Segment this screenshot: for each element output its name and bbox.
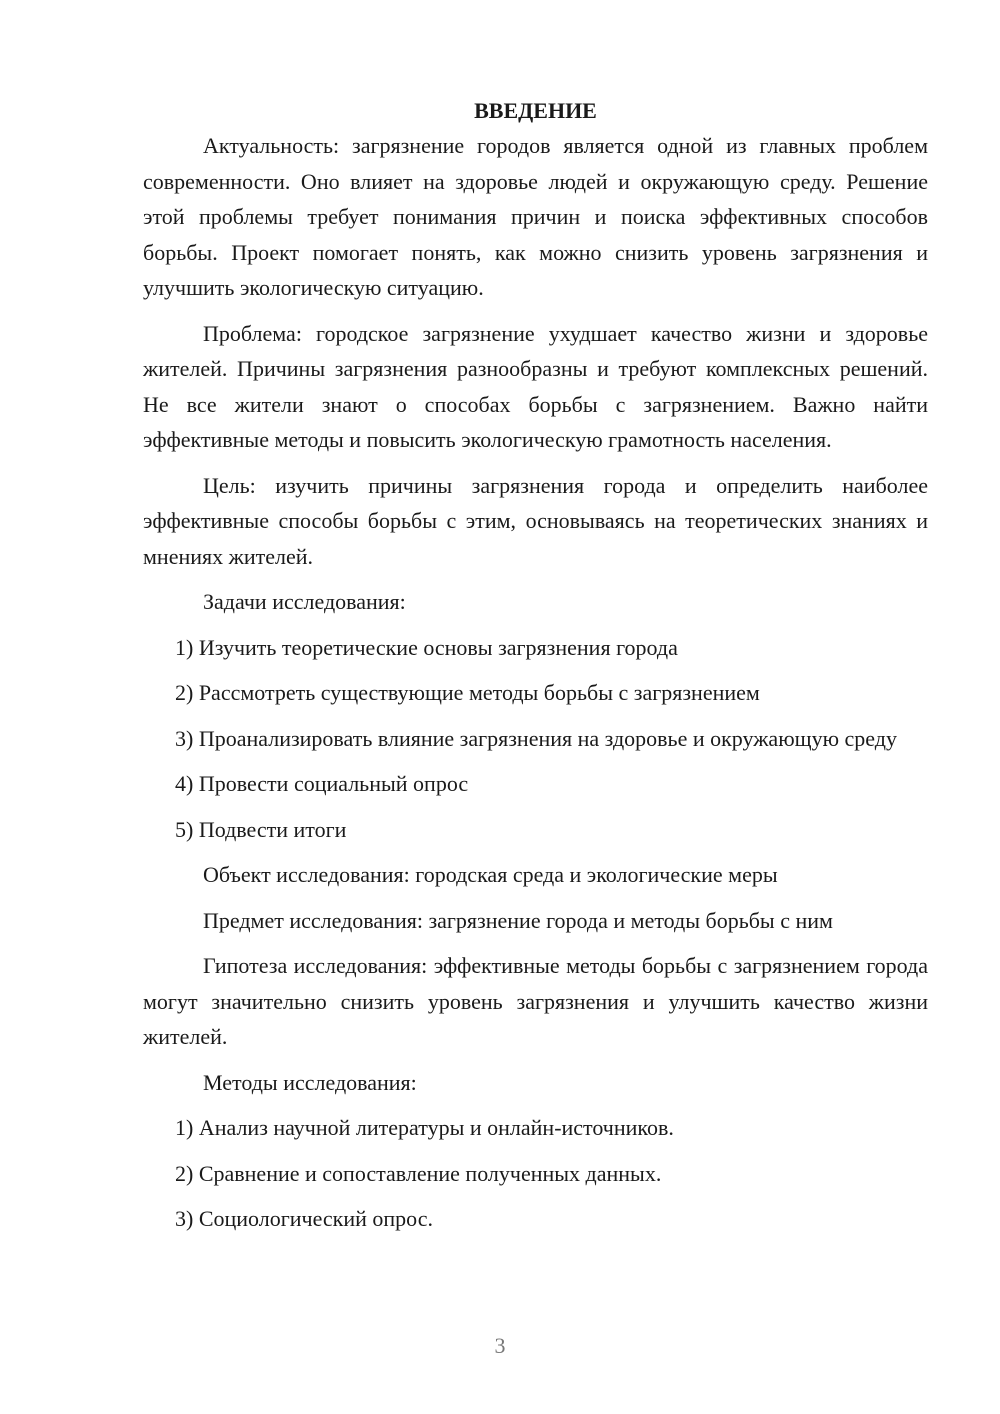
paragraph-subject: Предмет исследования: загрязнение города и методы борьбы с ним xyxy=(203,907,833,933)
tasks-heading: Задачи исследования: xyxy=(203,589,406,614)
task-item: 1) Изучить теоретические основы загрязнения города xyxy=(175,634,678,660)
paragraph-problem: Проблема: городское загрязнение ухудшает качество жизни и здоровье жителей. Причины загрязнения разнообразны и требуют комплексных решений. Не все жители знают о способах борьбы с загрязнением. Важно найти эффективные методы и повысить экологическую грамотность населения. xyxy=(143,320,928,452)
methods-heading: Методы исследования: xyxy=(203,1069,417,1095)
method-item: 2) Сравнение и сопоставление полученных данных. xyxy=(175,1160,662,1186)
page-number: 3 xyxy=(494,1333,506,1358)
task-item: 3) Проанализировать влияние загрязнения на здоровье и окружающую среду xyxy=(175,725,897,751)
task-item: 2) Рассмотреть существующие методы борьбы с загрязнением xyxy=(175,680,760,705)
task-item: 4) Провести социальный опрос xyxy=(175,771,469,796)
section-title: ВВЕДЕНИЕ xyxy=(474,98,597,123)
paragraph-relevance: Актуальность: загрязнение городов является одной из главных проблем современности. Оно влияет на здоровье людей и окружающую среду. Решение этой проблемы требует понимания причин и поиска эффективных способов борьбы. Проект помогает понять, как можно снизить уровень загрязнения и улучшить экологическую ситуацию. xyxy=(143,133,928,300)
paragraph-object: Объект исследования: городская среда и экологические меры xyxy=(203,862,778,887)
document-page xyxy=(143,94,928,1247)
method-item: 3) Социологический опрос. xyxy=(175,1206,433,1231)
paragraph-goal: Цель: изучить причины загрязнения города и определить наиболее эффективные способы борьбы с этим, основываясь на теоретических знаниях и мнениях жителей. xyxy=(143,472,928,569)
method-item: 1) Анализ научной литературы и онлайн-источников. xyxy=(175,1115,674,1140)
paragraph-hypothesis: Гипотеза исследования: эффективные методы борьбы с загрязнением города могут значительно снизить уровень загрязнения и улучшить качество жизни жителей. xyxy=(143,953,928,1049)
task-item: 5) Подвести итоги xyxy=(175,816,347,842)
